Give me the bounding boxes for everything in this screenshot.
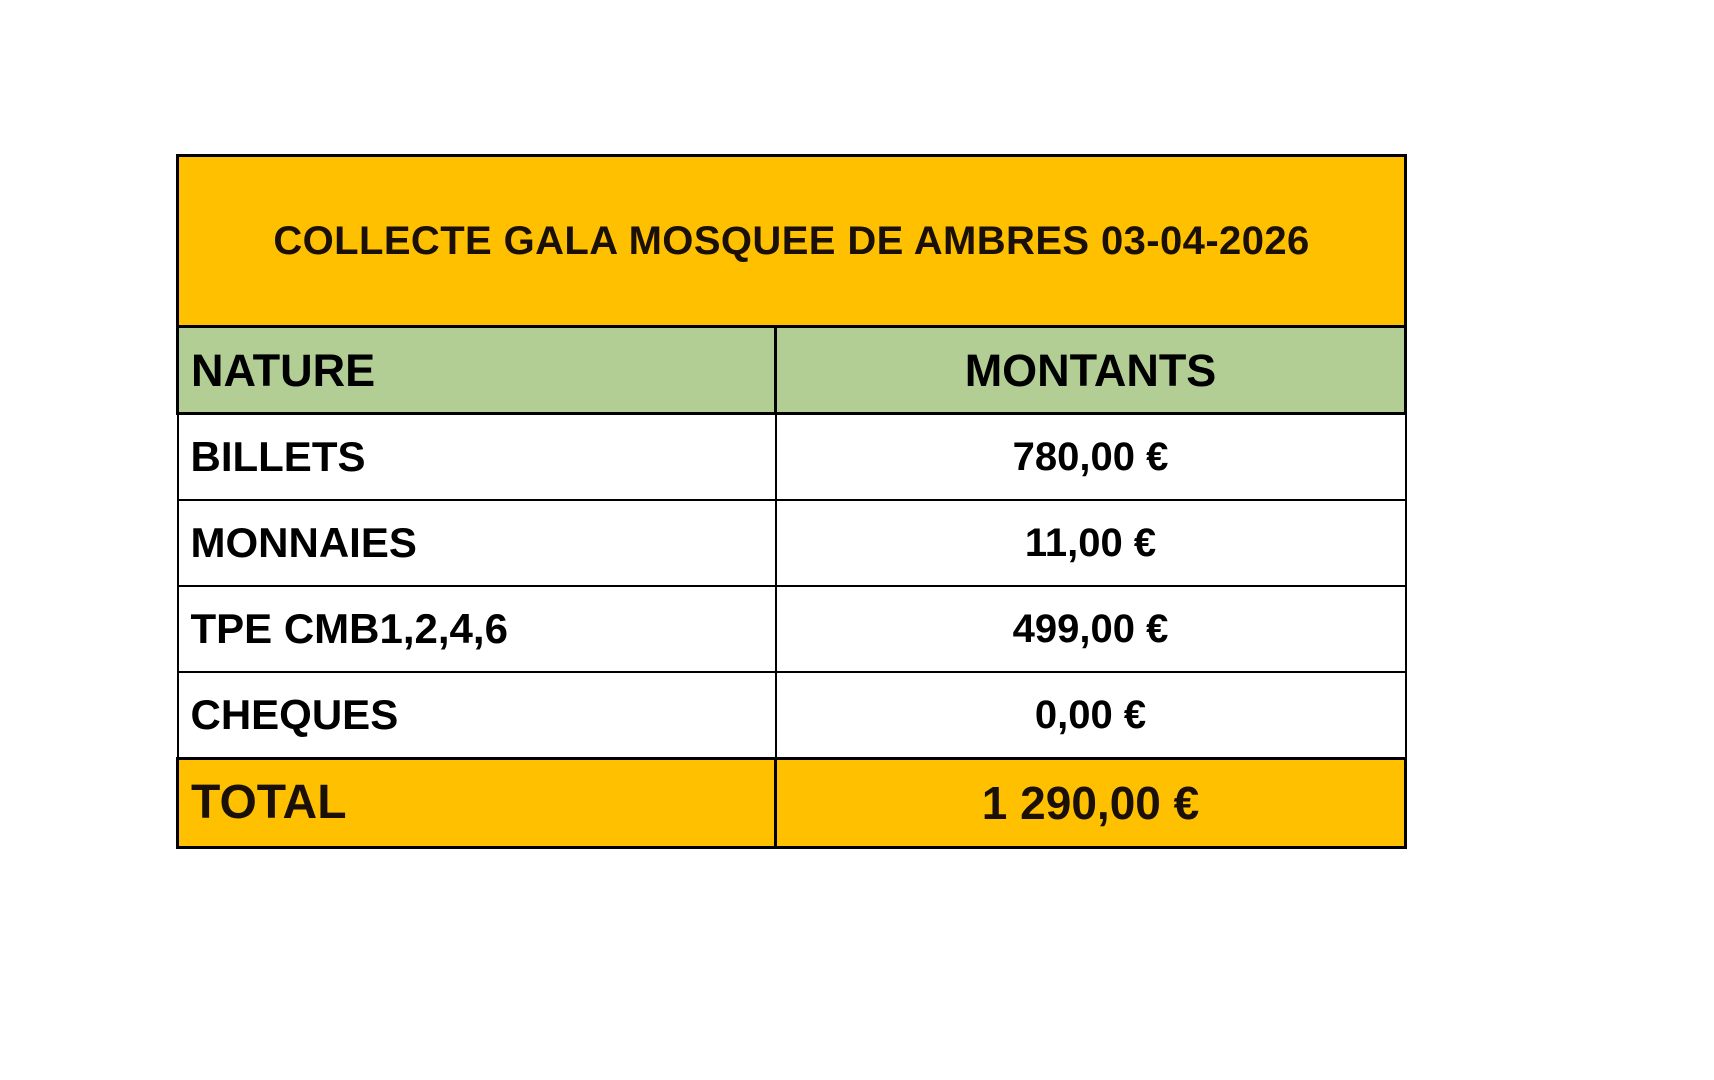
table-row	[178, 672, 1406, 759]
cell-nature-tpe[interactable]	[178, 586, 776, 672]
row-label: CHEQUES	[190, 691, 399, 738]
cell-montant-tpe[interactable]	[776, 586, 1406, 672]
column-header-nature-label: NATURE	[191, 344, 376, 396]
row-amount: 780,00 €	[1012, 435, 1169, 479]
title-row	[178, 156, 1406, 327]
row-label: MONNAIES	[190, 519, 417, 566]
column-header-montants[interactable]	[776, 327, 1406, 414]
cell-montant-cheques[interactable]	[776, 672, 1406, 759]
cell-nature-monnaies[interactable]	[178, 500, 776, 586]
row-amount: 499,00 €	[1012, 607, 1169, 651]
column-header-nature[interactable]	[178, 327, 776, 414]
column-header-montants-label: MONTANTS	[964, 344, 1217, 396]
cell-montant-billets[interactable]	[776, 414, 1406, 501]
table-row	[178, 414, 1406, 501]
table-row	[178, 586, 1406, 672]
row-amount: 0,00 €	[1034, 693, 1147, 737]
collecte-table	[176, 154, 1407, 849]
page-title: COLLECTE GALA MOSQUEE DE AMBRES 03-04-2026	[273, 219, 1310, 263]
cell-nature-cheques[interactable]	[178, 672, 776, 759]
row-amount: 11,00 €	[1024, 521, 1157, 565]
title-cell[interactable]	[178, 156, 1406, 327]
total-label: TOTAL	[191, 776, 347, 829]
table-row	[178, 500, 1406, 586]
row-label: BILLETS	[190, 433, 366, 480]
cell-montant-monnaies[interactable]	[776, 500, 1406, 586]
total-amount: 1 290,00 €	[981, 777, 1200, 829]
cell-total-amount[interactable]	[776, 759, 1406, 848]
cell-nature-billets[interactable]	[178, 414, 776, 501]
header-row	[178, 327, 1406, 414]
cell-total-label[interactable]	[178, 759, 776, 848]
total-row	[178, 759, 1406, 848]
row-label: TPE CMB1,2,4,6	[190, 605, 508, 652]
